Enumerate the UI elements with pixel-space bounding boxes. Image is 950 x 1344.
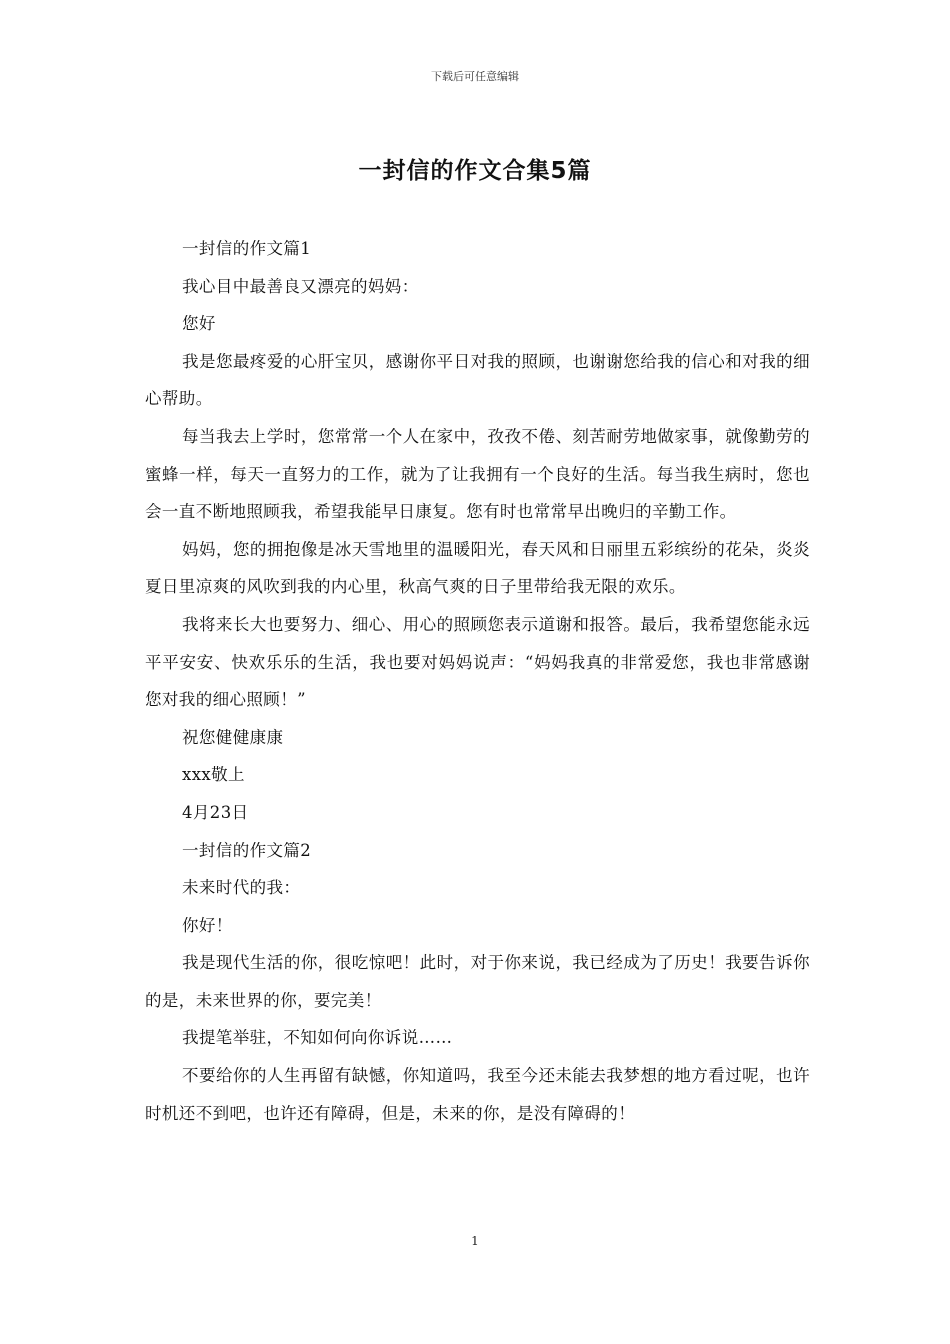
page-number: 1	[471, 1234, 479, 1248]
paragraph-greeting-1: 您好	[182, 314, 216, 334]
paragraph-greeting-2: 你好！	[182, 915, 233, 935]
document-title: 一封信的作文合集5篇	[358, 158, 592, 184]
paragraph-date: 4月23日	[182, 802, 249, 822]
paragraph-body: 妈妈，您的拥抱像是冰天雪地里的温暖阳光，春天风和日丽里五彩缤纷的花朵，炎炎夏日里凉爽的风吹到我的内心里，秋高气爽的日子里带给我无限的欢乐。	[145, 539, 810, 597]
header-note: 下载后可任意编辑	[431, 70, 519, 83]
paragraph-body: 我将来长大也要努力、细心、用心的照顾您表示道谢和报答。最后，我希望您能永远平平安安、快欢乐乐的生活，我也要对妈妈说声：“妈妈我真的非常爱您，我也非常感谢您对我的细心照顾！”	[145, 614, 810, 710]
paragraph-section-heading-1: 一封信的作文篇1	[182, 239, 312, 258]
paragraph-body: 每当我去上学时，您常常一个人在家中，孜孜不倦、刻苦耐劳地做家事，就像勤劳的蜜蜂一样，每天一直努力的工作，就为了让我拥有一个良好的生活。每当我生病时，您也会一直不断地照顾我，希望我能早日康复。您有时也常常早出晚归的辛勤工作。	[145, 426, 810, 522]
paragraph-body: 我是您最疼爱的心肝宝贝，感谢你平日对我的照顾，也谢谢您给我的信心和对我的细心帮助。	[145, 351, 810, 409]
paragraph-section-heading-2: 一封信的作文篇2	[182, 840, 312, 860]
paragraph-signature: xxx敬上	[182, 765, 245, 785]
paragraph-salutation-2: 未来时代的我：	[182, 878, 301, 898]
document-body	[145, 230, 810, 1132]
paragraph-body: 不要给你的人生再留有缺憾，你知道吗，我至今还未能去我梦想的地方看过呢，也许时机还不到吧，也许还有障碍，但是，未来的你，是没有障碍的！	[145, 1066, 810, 1123]
paragraph-body: 我提笔举驻，不知如何向你诉说……	[182, 1028, 453, 1048]
paragraph-salutation-1: 我心目中最善良又漂亮的妈妈：	[182, 276, 419, 296]
paragraph-body: 我是现代生活的你，很吃惊吧！此时，对于你来说，我已经成为了历史！我要告诉你的是，未来世界的你，要完美！	[145, 953, 810, 1010]
paragraph-closing: 祝您健健康康	[182, 727, 284, 747]
